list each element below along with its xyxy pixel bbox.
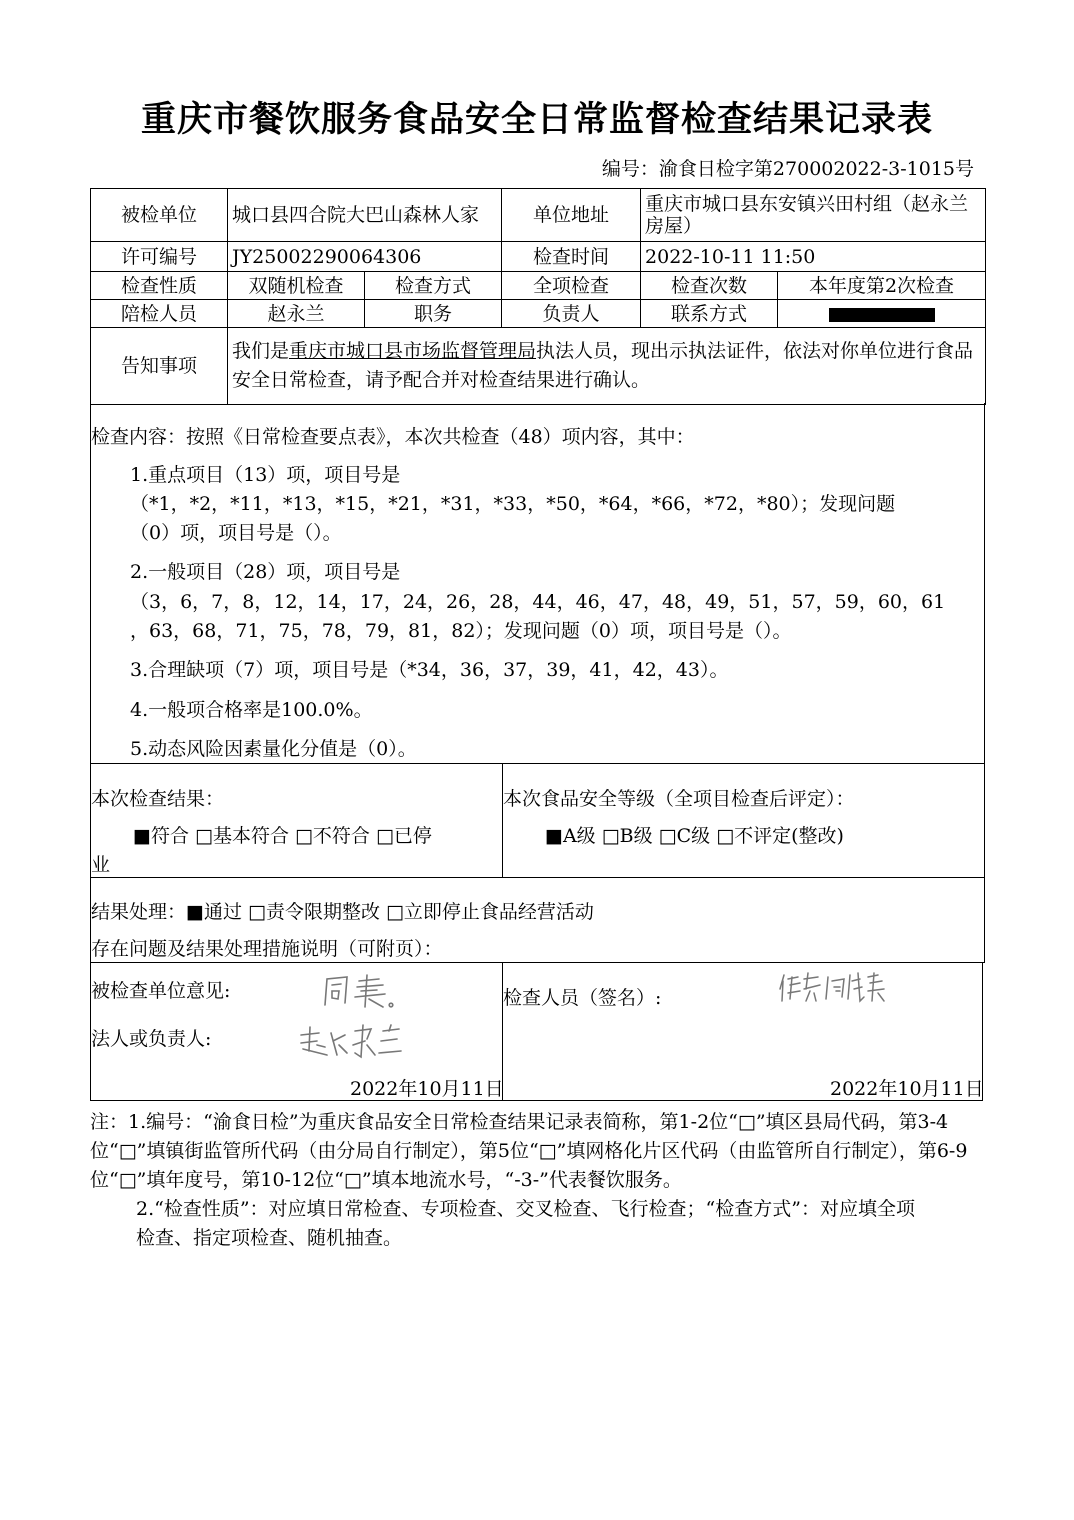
reasonable-missing-items: 3.合理缺项（7）项，项目号是（*34，36，37，39，41，42，43）。 — [130, 659, 729, 681]
notice-label: 告知事项 — [91, 328, 228, 405]
position-label: 职务 — [365, 300, 502, 328]
content-intro: 检查内容：按照《日常检查要点表》，本次共检查（48）项内容，其中： — [91, 426, 695, 448]
inspector-handwriting — [778, 969, 888, 1009]
general-items-heading: 2.一般项目（28）项，项目号是 — [130, 561, 401, 583]
inspection-count-label: 检查次数 — [641, 272, 778, 300]
inspector-label: 检查人员（签名）: — [503, 987, 662, 1009]
general-items-problems: ，63，68，71，75，78，79，81，82）；发现问题（0）项，项目号是（）。 — [130, 620, 792, 642]
result-options-wrap: 业 — [91, 854, 111, 876]
left-date: 2022年10月11日 — [350, 1078, 504, 1100]
signature-right-cell — [502, 962, 983, 1101]
license-value: JY25002290064306 — [228, 242, 502, 272]
legal-person-handwriting — [297, 1021, 407, 1065]
handling-section — [90, 877, 985, 963]
inspection-content-section — [90, 403, 985, 764]
result-left-cell — [90, 763, 503, 878]
result-right-cell — [502, 763, 985, 878]
key-items-list: （*1，*2，*11，*13，*15，*21，*31，*33，*50，*64，*66，*72，*80）；发现问题 — [130, 493, 896, 515]
contact-value — [778, 300, 986, 328]
general-items-list: （3，6，7，8，12，14，17，24，26，28，44，46，47，48，49，51，57，59，60，61 — [130, 591, 946, 613]
key-items-problems: （0）项，项目号是（）。 — [130, 522, 342, 544]
inspection-time-value: 2022-10-11 11:50 — [641, 242, 986, 272]
key-items-heading: 1.重点项目（13）项，项目号是 — [130, 464, 401, 486]
inspection-method-value: 全项检查 — [502, 272, 641, 300]
enforcement-agency: 重庆市城口县市场监督管理局 — [289, 340, 537, 362]
escort-value: 赵永兰 — [228, 300, 365, 328]
footnotes — [90, 1108, 980, 1253]
inspection-count-value: 本年度第2次检查 — [778, 272, 986, 300]
result-label: 本次检查结果： — [91, 788, 225, 810]
inspection-nature-label: 检查性质 — [91, 272, 228, 300]
opinion-label: 被检查单位意见: — [91, 980, 231, 1002]
inspection-method-label: 检查方式 — [365, 272, 502, 300]
redaction-bar — [829, 308, 935, 322]
risk-score: 5.动态风险因素量化分值是（0）。 — [130, 738, 417, 760]
right-date: 2022年10月11日 — [830, 1078, 984, 1100]
pass-rate: 4.一般项合格率是100.0%。 — [130, 699, 373, 721]
legal-person-label: 法人或负责人: — [91, 1028, 212, 1050]
footnote-1: 注：1.编号：“渝食日检”为重庆食品安全日常检查结果记录表简称，第1-2位“□”填区县局代码，第3-4位“□”填镇街监管所代码（由分局自行制定），第5位“□”填网格化片区代码（由监管所自行制定），第6-9位“□”填年度号，第10-12位“□”填本地流水号，“-3-”代表餐饮服务。 — [90, 1111, 968, 1191]
grade-options: ■A级 □B级 □C级 □不评定(整改) — [545, 825, 844, 847]
opinion-handwriting — [317, 971, 407, 1011]
address-label: 单位地址 — [502, 189, 641, 242]
position-value: 负责人 — [502, 300, 641, 328]
handling-result: 结果处理：■通过 □责令限期整改 □立即停止食品经营活动 — [91, 901, 594, 923]
header-table — [90, 188, 986, 405]
license-label: 许可编号 — [91, 242, 228, 272]
escort-label: 陪检人员 — [91, 300, 228, 328]
contact-label: 联系方式 — [641, 300, 778, 328]
signature-left-cell — [90, 962, 503, 1101]
page-title: 重庆市餐饮服务食品安全日常监督检查结果记录表 — [140, 100, 933, 140]
inspected-unit-value: 城口县四合院大巴山森林人家 — [228, 189, 502, 242]
inspected-unit-label: 被检单位 — [91, 189, 228, 242]
inspection-nature-value: 双随机检查 — [228, 272, 365, 300]
handling-explanation: 存在问题及结果处理措施说明（可附页）： — [91, 938, 443, 960]
notice-text: 我们是重庆市城口县市场监督管理局执法人员，现出示执法证件，依法对你单位进行食品安全日常检查，请予配合并对检查结果进行确认。 — [228, 328, 986, 405]
address-value: 重庆市城口县东安镇兴田村组（赵永兰房屋） — [641, 189, 986, 242]
document-number: 编号：渝食日检字第270002022-3-1015号 — [601, 158, 974, 180]
grade-label: 本次食品安全等级（全项目检查后评定）： — [503, 788, 855, 810]
footnote-2: 2.“检查性质”：对应填日常检查、专项检查、交叉检查、飞行检查；“检查方式”：对应填全项检查、指定项检查、随机抽查。 — [136, 1198, 915, 1249]
inspection-time-label: 检查时间 — [502, 242, 641, 272]
result-options: ■符合 □基本符合 □不符合 □已停 — [133, 825, 432, 847]
